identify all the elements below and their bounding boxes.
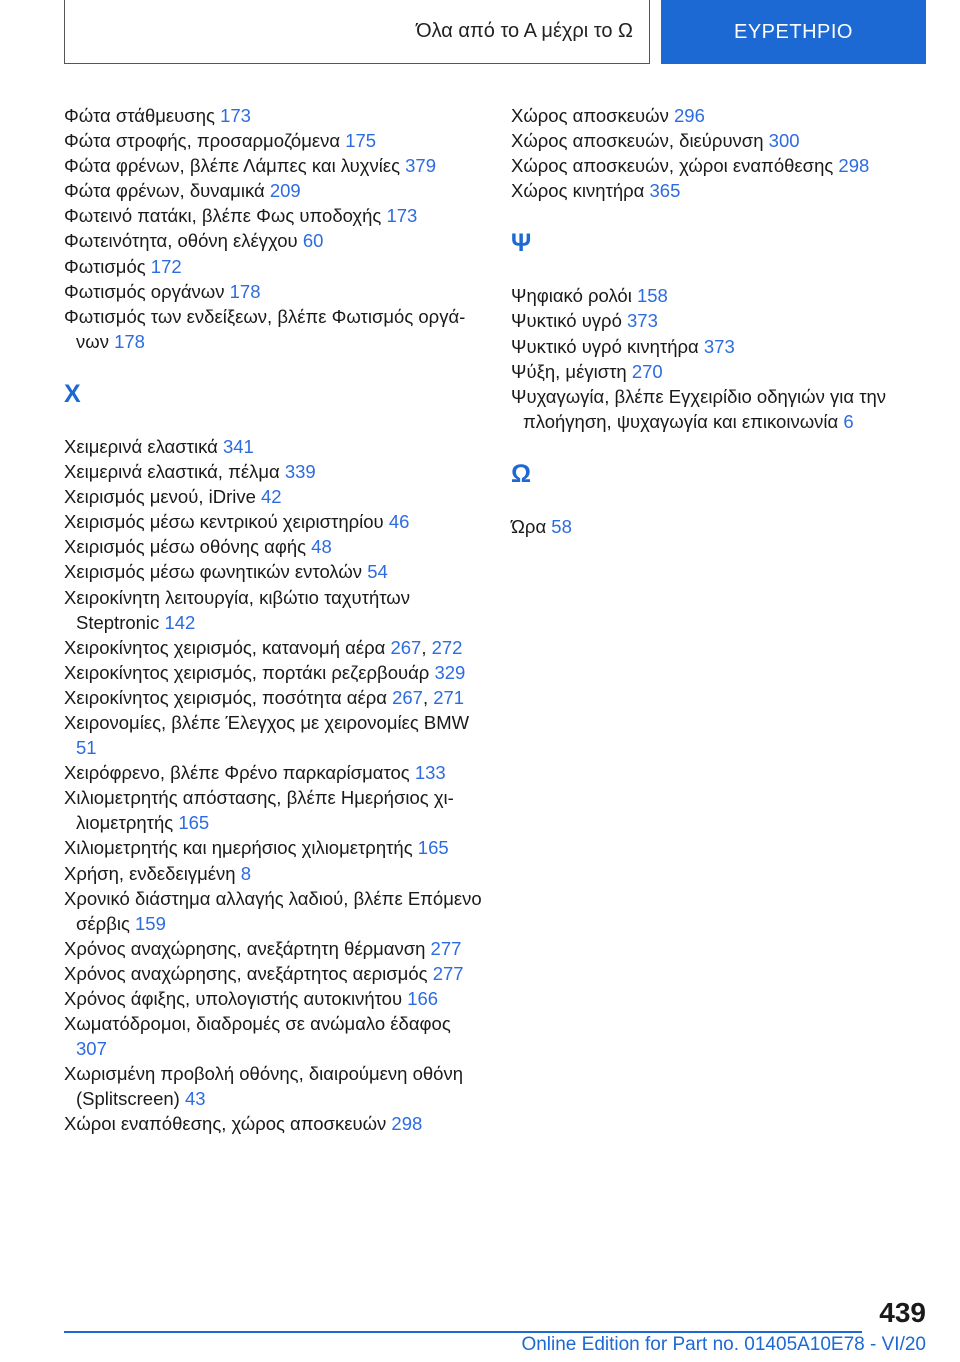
page-reference-link[interactable]: 373 bbox=[703, 335, 735, 357]
index-column-left bbox=[64, 103, 484, 1137]
index-entry bbox=[64, 559, 484, 584]
index-entry bbox=[511, 514, 911, 539]
index-entry-term: Φώτα φρένων, δυναμικά bbox=[64, 180, 265, 202]
page-reference-link[interactable]: 175 bbox=[345, 130, 377, 152]
page-reference-link[interactable]: 277 bbox=[432, 962, 464, 984]
page-reference-link[interactable]: 159 bbox=[135, 912, 166, 934]
index-entry-term: Χρόνος αναχώρησης, ανεξάρτητη θέρμανση bbox=[64, 937, 426, 959]
index-entry bbox=[511, 359, 911, 384]
page-reference-link[interactable]: 46 bbox=[388, 511, 410, 533]
page-reference-link[interactable]: 298 bbox=[838, 155, 870, 177]
page-header bbox=[64, 0, 926, 64]
index-entry-term: Φωτισμός bbox=[64, 255, 146, 277]
index-entry-term: Χειρισμός μέσω φωνητικών εντολών bbox=[64, 561, 363, 583]
index-entry-term: Χιλιομετρητής και ημερήσιος χιλιομετρητής bbox=[64, 837, 413, 859]
index-entry bbox=[64, 484, 484, 509]
page-reference-link[interactable]: 178 bbox=[114, 330, 145, 352]
index-entry bbox=[64, 203, 484, 228]
page-reference-link[interactable]: 172 bbox=[150, 255, 182, 277]
page-reference-link[interactable]: 272 bbox=[431, 636, 463, 658]
index-entry-term: Φωτεινό πατάκι, βλέπε Φως υποδοχής bbox=[64, 205, 382, 227]
page-reference-link[interactable]: 300 bbox=[768, 130, 800, 152]
index-entry bbox=[64, 509, 484, 534]
index-entry-term: Φωτισμός οργάνων bbox=[64, 280, 225, 302]
index-entry-term: Χειρόφρενο, βλέπε Φρένο παρκαρίσματος bbox=[64, 762, 410, 784]
index-entry-term: Χειρονομίες, βλέπε Έλεγχος με χειρονομίες BMW bbox=[64, 711, 470, 733]
index-entry bbox=[511, 103, 911, 128]
index-entry-term: Χειροκίνητη λειτουργία, κιβώτιο ταχυτήτων Steptronic bbox=[64, 586, 410, 633]
index-entry-term: Ψυκτικό υγρό κινητήρα bbox=[511, 335, 699, 357]
index-entry-term: Φωτισμός των ενδείξεων, βλέπε Φωτισμός οργάνων bbox=[64, 305, 466, 352]
index-entry-term: Ψύξη, μέγιστη bbox=[511, 360, 627, 382]
index-entry bbox=[64, 279, 484, 304]
index-entry bbox=[64, 534, 484, 559]
page-reference-link[interactable]: 165 bbox=[178, 812, 210, 834]
index-entry-term: Χειροκίνητος χειρισμός, πορτάκι ρεζερβουάρ bbox=[64, 661, 430, 683]
index-entry bbox=[64, 760, 484, 785]
index-entry-term: Χώροι εναπόθεσης, χώρος αποσκευών bbox=[64, 1113, 387, 1135]
index-entry-term: Χειρισμός μέσω κεντρικού χειριστηρίου bbox=[64, 511, 384, 533]
index-column-right bbox=[511, 103, 911, 539]
page-reference-link[interactable]: 267 bbox=[392, 686, 423, 708]
index-tab[interactable]: ΕΥΡΕΤΗΡΙΟ bbox=[661, 0, 926, 64]
page-reference-link[interactable]: 58 bbox=[551, 515, 572, 537]
index-entry-term: Φωτεινότητα, οθόνη ελέγχου bbox=[64, 230, 298, 252]
index-entry-term: Ψυκτικό υγρό bbox=[511, 310, 622, 332]
index-entry bbox=[64, 128, 484, 153]
index-entry bbox=[64, 835, 484, 860]
index-entry bbox=[64, 434, 484, 459]
footer-divider bbox=[64, 1331, 862, 1333]
index-entry bbox=[64, 153, 484, 178]
index-entry bbox=[511, 308, 911, 333]
page-reference-link[interactable]: 51 bbox=[76, 737, 97, 759]
page-reference-link[interactable]: 209 bbox=[269, 180, 301, 202]
index-entry-term: Χειμερινά ελαστικά bbox=[64, 435, 218, 457]
index-entry bbox=[64, 254, 484, 279]
page-reference-link[interactable]: 48 bbox=[311, 536, 332, 558]
page-reference-link[interactable]: 341 bbox=[222, 435, 254, 457]
index-entry bbox=[64, 459, 484, 484]
index-entry-term: Χιλιομετρητής απόστασης, βλέπε Ημερήσιος χιλιομετρητής bbox=[64, 787, 454, 834]
page-reference-link[interactable]: 339 bbox=[284, 461, 316, 483]
page-reference-link[interactable]: 8 bbox=[240, 862, 251, 884]
index-entry bbox=[64, 178, 484, 203]
page-reference-link[interactable]: 271 bbox=[433, 686, 465, 708]
index-entry bbox=[64, 1061, 484, 1111]
page-reference-link[interactable]: 329 bbox=[434, 661, 466, 683]
index-entry bbox=[511, 178, 911, 203]
index-entry bbox=[511, 283, 911, 308]
index-entry-term: Φώτα φρένων, βλέπε Λάμπες και λυχνίες bbox=[64, 155, 400, 177]
page-reference-link[interactable]: 173 bbox=[220, 105, 251, 126]
page-reference-link[interactable]: 43 bbox=[184, 1088, 206, 1110]
index-entry-term: Χώρος αποσκευών bbox=[511, 105, 669, 126]
page-reference-link[interactable]: 166 bbox=[407, 988, 439, 1009]
index-entry bbox=[64, 710, 484, 760]
index-entry-term: Χρονικό διάστημα αλλαγής λαδιού, βλέπε Επόμενο σέρβις bbox=[64, 887, 482, 934]
index-entry bbox=[64, 585, 484, 635]
page-reference-link[interactable]: 142 bbox=[164, 611, 196, 633]
page-reference-link[interactable]: 54 bbox=[367, 561, 388, 583]
index-letter-heading: Ω bbox=[511, 459, 532, 488]
index-entry bbox=[64, 961, 484, 986]
index-entry-term: Ψυχαγωγία, βλέπε Εγχειρίδιο οδηγιών για την πλοήγηση, ψυχαγωγία και επικοινωνία bbox=[511, 385, 887, 432]
index-entry bbox=[64, 1011, 484, 1061]
index-entry bbox=[511, 128, 911, 153]
index-entry bbox=[64, 1111, 484, 1136]
page-reference-link[interactable]: 173 bbox=[386, 205, 418, 227]
page-reference-link[interactable]: 6 bbox=[843, 410, 854, 432]
index-entry-term: Φώτα στάθμευσης bbox=[64, 105, 215, 126]
index-entry bbox=[64, 886, 484, 936]
index-entry-term: Χώρος αποσκευών, χώροι εναπόθεσης bbox=[511, 155, 834, 177]
index-entry: Χειροκίνητος χειρισμός, ποσότητα αέρα 267, 271 bbox=[64, 686, 465, 708]
index-entry-term: Χώρος αποσκευών, διεύρυνση bbox=[511, 130, 764, 152]
index-entry-term: Χωρισμένη προβολή οθόνης, διαιρούμενη οθόνη (Splitscreen) bbox=[64, 1063, 463, 1110]
page-reference-link[interactable]: 365 bbox=[649, 180, 681, 202]
index-entry-term: Χειρισμός μέσω οθόνης αφής bbox=[64, 536, 307, 558]
index-entry bbox=[64, 660, 484, 685]
index-entry-term: Χώρος κινητήρα bbox=[511, 180, 645, 202]
page-reference-link[interactable]: 296 bbox=[674, 105, 705, 126]
page-reference-link[interactable]: 307 bbox=[76, 1038, 107, 1060]
index-entry-term: Χειμερινά ελαστικά, πέλμα bbox=[64, 461, 280, 483]
index-entry bbox=[64, 304, 484, 354]
index-entry-term: Χειροκίνητος χειρισμός, κατανομή αέρα bbox=[64, 636, 386, 658]
page-reference-link[interactable]: 379 bbox=[405, 155, 437, 177]
page-reference-link[interactable]: 165 bbox=[417, 837, 449, 859]
footer-edition: Online Edition for Part no. 01405A10E78 - VI/20 bbox=[521, 1334, 926, 1355]
page-reference-link[interactable]: 298 bbox=[391, 1113, 423, 1135]
index-entry-term: Φώτα στροφής, προσαρμοζόμενα bbox=[64, 130, 341, 152]
page-reference-link[interactable]: 277 bbox=[430, 937, 462, 959]
index-entry bbox=[64, 228, 484, 253]
index-entry-term: Χωματόδρομοι, διαδρομές σε ανώμαλο έδαφος bbox=[64, 1013, 451, 1035]
page-reference-link[interactable]: 178 bbox=[229, 280, 261, 302]
index-entry-term: Ώρα bbox=[511, 515, 547, 537]
index-entry bbox=[511, 384, 911, 434]
page-reference-link[interactable]: 133 bbox=[414, 762, 446, 784]
index-entry-term: Χειροκίνητος χειρισμός, ποσότητα αέρα bbox=[64, 686, 387, 708]
index-entry: Χειροκίνητος χειρισμός, κατανομή αέρα 267, 272 bbox=[64, 636, 463, 658]
index-letter-heading: Χ bbox=[64, 379, 81, 408]
index-entry bbox=[64, 785, 484, 835]
index-entry bbox=[64, 936, 484, 961]
index-entry-term: Χρήση, ενδεδειγμένη bbox=[64, 862, 236, 884]
index-entry-term: Ψηφιακό ρολόι bbox=[511, 285, 632, 307]
index-entry-term: Χρόνος άφιξης, υπολογιστής αυτοκινήτου bbox=[64, 988, 403, 1009]
index-entry bbox=[64, 986, 484, 1011]
page-reference-link[interactable]: 373 bbox=[627, 310, 658, 332]
index-entry-term: Χρόνος αναχώρησης, ανεξάρτητος αερισμός bbox=[64, 962, 428, 984]
index-entry bbox=[511, 153, 911, 178]
page-reference-link[interactable]: 42 bbox=[261, 486, 282, 508]
index-entry bbox=[511, 334, 911, 359]
index-letter-heading: Ψ bbox=[511, 229, 532, 258]
page-number: 439 bbox=[879, 1297, 926, 1328]
section-title: Όλα από το Α μέχρι το Ω bbox=[64, 0, 650, 64]
page-reference-link[interactable]: 60 bbox=[302, 230, 324, 252]
index-entry-term: Χειρισμός μενού, iDrive bbox=[64, 486, 256, 508]
page-reference-link[interactable]: 270 bbox=[631, 360, 663, 382]
index-entry bbox=[64, 103, 484, 128]
page-reference-link[interactable]: 158 bbox=[636, 285, 668, 307]
page-reference-link[interactable]: 267 bbox=[390, 636, 422, 658]
index-entry bbox=[64, 861, 484, 886]
